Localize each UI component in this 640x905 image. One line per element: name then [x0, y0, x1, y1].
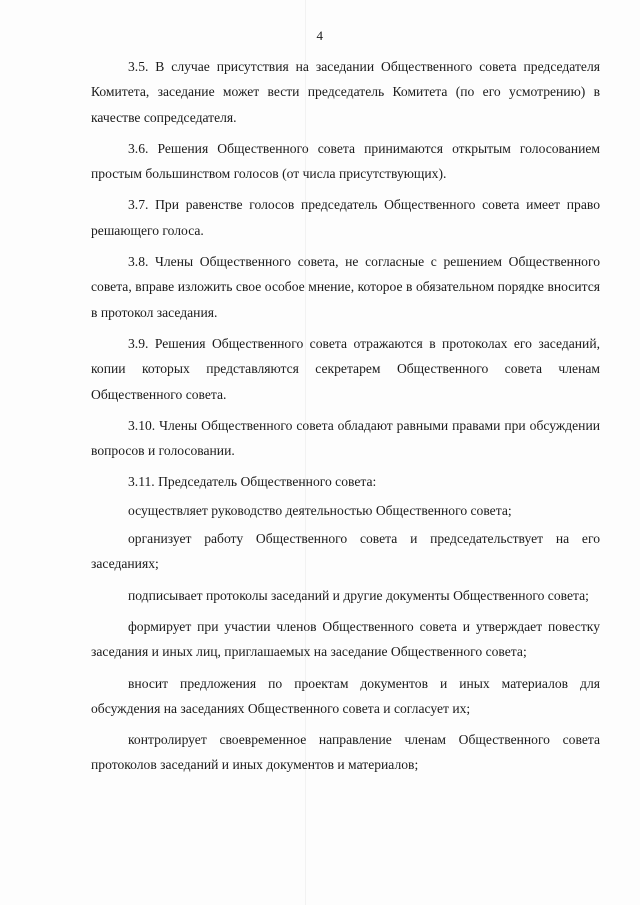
paragraph-3-9: 3.9. Решения Общественного совета отражаются в протоколах его заседаний, копии которых представляются секретарем Общественного совета членам Общественного совета. [91, 335, 600, 402]
page-number: 4 [316, 28, 324, 43]
paragraph-3-5: 3.5. В случае присутствия на заседании Общественного совета председателя Комитета, заседание может вести председатель Комитета (по его усмотрению) в качестве сопредседателя. [91, 59, 600, 125]
document-body [91, 54, 600, 784]
list-item-forms-agenda: формирует при участии членов Общественного совета и утверждает повестку заседания и иных лиц, приглашаемых на заседание Общественного совета; [91, 618, 600, 660]
paragraph-3-7: 3.7. При равенстве голосов председатель Общественного совета имеет право решающего голоса. [91, 197, 600, 238]
paragraph-3-6: 3.6. Решения Общественного совета принимаются открытым голосованием простым большинством голосов (от числа присутствующих). [91, 140, 600, 182]
paragraph-3-10: 3.10. Члены Общественного совета обладают равными правами при обсуждении вопросов и голосовании. [91, 417, 600, 459]
paragraph-3-8: 3.8. Члены Общественного совета, не согласные с решением Общественного совета, вправе изложить свое особое мнение, которое в обязательном порядке вносится в протокол заседания. [91, 254, 600, 320]
list-item-controls-distribution: контролирует своевременное направление членам Общественного совета протоколов заседаний и иных документов и материалов; [91, 732, 600, 773]
paragraph-3-11-heading: 3.11. Председатель Общественного совета: [128, 474, 377, 490]
list-item-organizes-work: организует работу Общественного совета и председательствует на его заседаниях; [91, 531, 600, 572]
list-item-submits-proposals: вносит предложения по проектам документов и иных материалов для обсуждения на заседаниях Общественного совета и согласует их; [91, 675, 600, 716]
list-item-signs-protocols: подписывает протоколы заседаний и другие документы Общественного совета; [128, 587, 589, 603]
list-item-leadership: осуществляет руководство деятельностью Общественного совета; [128, 502, 512, 518]
